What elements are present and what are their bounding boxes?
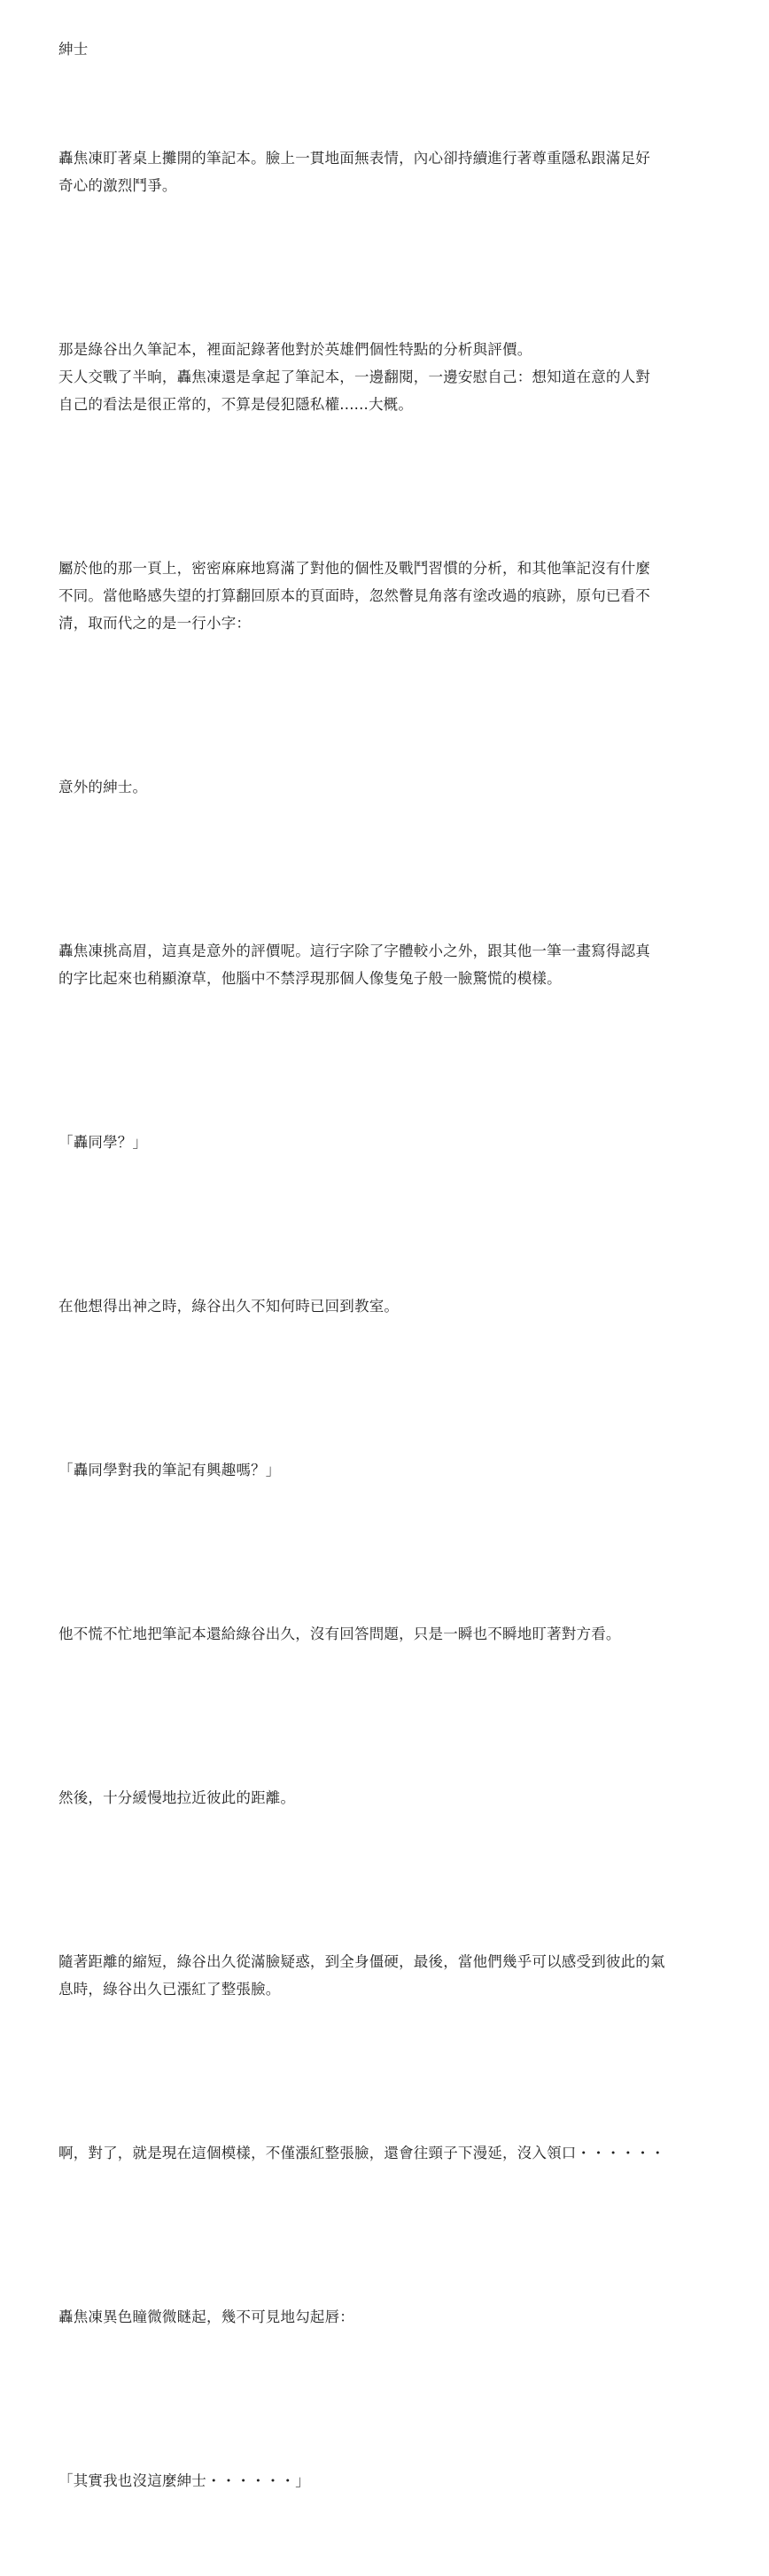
text-line: 自己的看法是很正常的，不算是侵犯隱私權......大概。: [58, 396, 414, 413]
paragraph-11: [58, 1893, 718, 2058]
text-line: 轟焦凍挑高眉，這真是意外的評價呢。這行字除了字體較小之外，跟其他一筆一畫寫得認真: [58, 943, 650, 959]
text-line: 那是綠谷出久筆記本，裡面記錄著他對於英雄們個性特點的分析與評價。: [58, 341, 532, 358]
paragraph-8: [58, 1401, 718, 1539]
text-line: 屬於他的那一頁上，密密麻麻地寫滿了對他的個性及戰鬥習慣的分析，和其他筆記沒有什麼: [58, 560, 650, 577]
text-line: 他不慌不忙地把筆記本還給綠谷出久，沒有回答問題，只是一瞬也不瞬地盯著對方看。: [58, 1626, 621, 1642]
text-line: 轟焦凍盯著桌上攤開的筆記本。臉上一貫地面無表情，內心卻持續進行著尊重隱私跟滿足好: [58, 150, 650, 167]
text-line: 不同。當他略感失望的打算翻回原本的頁面時，忽然瞥見角落有塗改過的痕跡，原句已看不: [58, 587, 650, 604]
paragraph-5: [58, 882, 718, 1047]
text-line: 奇心的激烈鬥爭。: [58, 177, 177, 194]
paragraph-10: [58, 1729, 718, 1866]
document-body: [58, 35, 718, 2576]
paragraph-14: [58, 2412, 718, 2549]
paragraph-13: [58, 2248, 718, 2386]
paragraph-7: [58, 1238, 718, 1375]
paragraph-1: [58, 89, 718, 254]
paragraph-2: [58, 281, 718, 473]
text-line: 天人交戰了半晌，轟焦凍還是拿起了筆記本，一邊翻閱，一邊安慰自己：想知道在意的人對: [58, 369, 650, 385]
text-line: 息時，綠谷出久已漲紅了整張臉。: [58, 1981, 281, 1998]
text-line: 的字比起來也稍顯潦草，他腦中不禁浮現那個人像隻兔子般一臉驚慌的模樣。: [58, 970, 562, 987]
text-line: 清，取而代之的是一行小字：: [58, 615, 252, 632]
text-line: 在他想得出神之時，綠谷出久不知何時已回到教室。: [58, 1298, 400, 1315]
paragraph-9: [58, 1565, 718, 1703]
paragraph-6: [58, 1074, 718, 1211]
text-line: 意外的紳士。: [58, 779, 148, 795]
text-line: 轟焦凍異色瞳微微瞇起，幾不可見地勾起唇：: [58, 2308, 354, 2325]
text-line: 隨著距離的縮短，綠谷出久從滿臉疑惑，到全身僵硬，最後，當他們幾乎可以感受到彼此的氣: [58, 1953, 665, 1970]
paragraph-12: [58, 2084, 718, 2222]
paragraph-4: [58, 718, 718, 856]
text-line: 「轟同學？」: [58, 1134, 148, 1151]
document-title: 紳士: [58, 41, 89, 58]
text-line: 啊，對了，就是現在這個模樣，不僅漲紅整張臉，還會往頸子下漫延，沒入領口・・・・・・: [58, 2145, 665, 2161]
text-line: 「其實我也沒這麼紳士・・・・・・」: [58, 2472, 310, 2489]
text-line: 「轟同學對我的筆記有興趣嗎？」: [58, 1462, 281, 1478]
text-line: 然後，十分緩慢地拉近彼此的距離。: [58, 1789, 296, 1806]
paragraph-3: [58, 500, 718, 692]
